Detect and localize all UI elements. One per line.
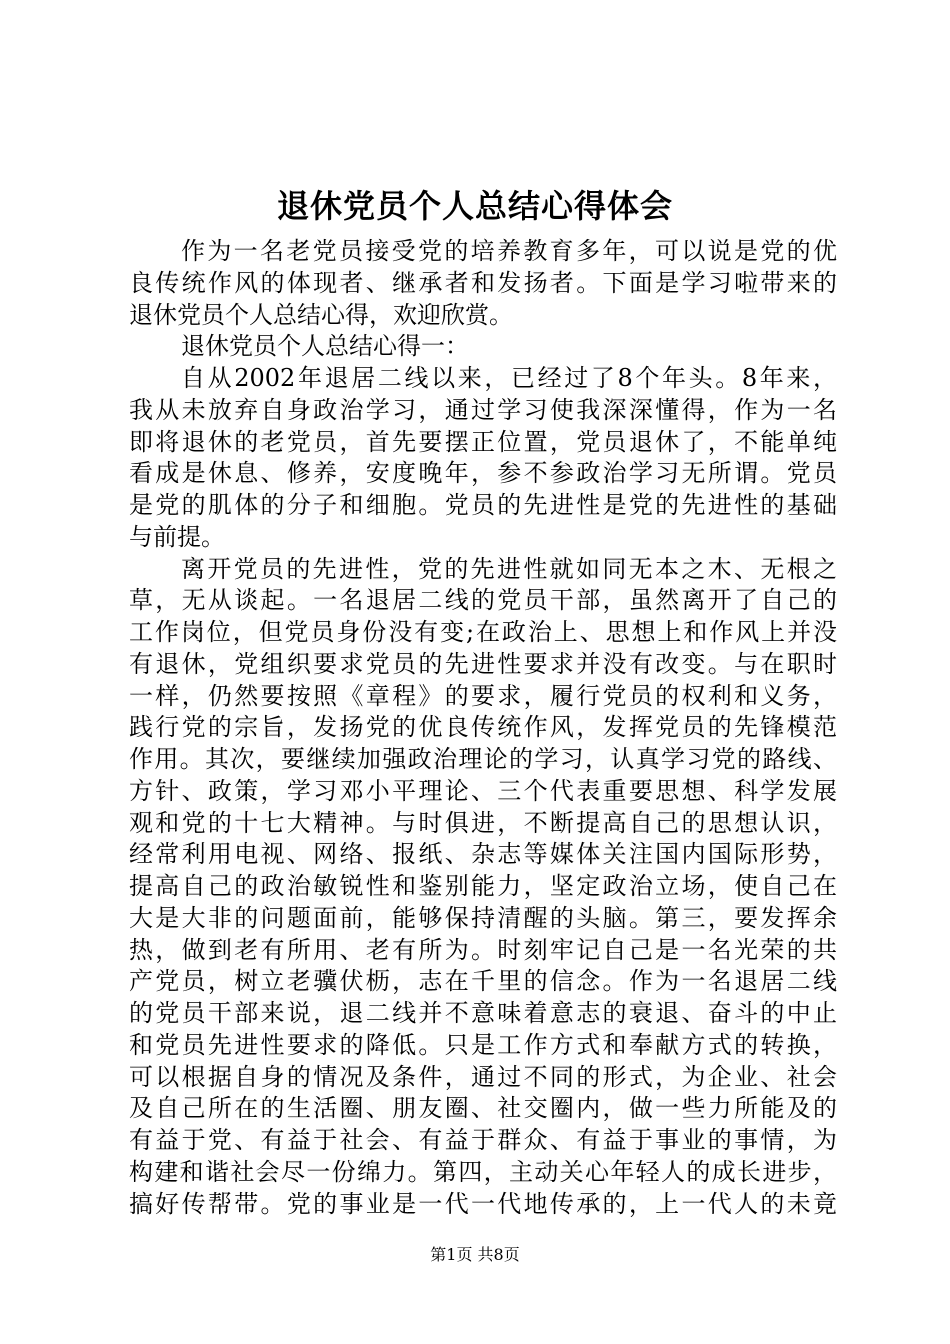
text-line: 经常利用电视、网络、报纸、杂志等媒体关注国内国际形势， [129, 840, 837, 869]
text-line: 即将退休的老党员，首先要摆正位置，党员退休了，不能单纯 [129, 427, 837, 456]
text-line: 退休党员个人总结心得，欢迎欣赏。 [129, 300, 513, 329]
text-line: 方针、政策，学习邓小平理论、三个代表重要思想、科学发展 [129, 776, 837, 805]
text-line: 观和党的十七大精神。与时俱进，不断提高自己的思想认识， [129, 808, 837, 837]
text-line: 践行党的宗旨，发扬党的优良传统作风，发挥党员的先锋模范 [129, 713, 837, 742]
text-line: 产党员，树立老骥伏枥，志在千里的信念。作为一名退居二线 [129, 967, 837, 996]
text-line: 热，做到老有所用、老有所为。时刻牢记自己是一名光荣的共 [129, 935, 837, 964]
text-line: 与前提。 [129, 522, 225, 551]
text-line: 草，无从谈起。一名退居二线的党员干部，虽然离开了自己的 [129, 586, 837, 615]
text-line: 良传统作风的体现者、继承者和发扬者。下面是学习啦带来的 [129, 268, 837, 297]
document-title: 退休党员个人总结心得体会 [276, 187, 673, 225]
text-line: 一样，仍然要按照《章程》的要求，履行党员的权利和义务， [129, 681, 837, 710]
text-line: 的党员干部来说，退二线并不意味着意志的衰退、奋斗的中止 [129, 999, 837, 1027]
text-line: 及自己所在的生活圈、朋友圈、社交圈内，做一些力所能及的 [129, 1094, 837, 1123]
text-line: 自从2002年退居二线以来，已经过了8个年头。8年来， [181, 364, 837, 392]
text-line: 搞好传帮带。党的事业是一代一代地传承的，上一代人的未竟 [129, 1189, 837, 1218]
text-line: 有退休，党组织要求党员的先进性要求并没有改变。与在职时 [129, 649, 837, 678]
text-line: 是党的肌体的分子和细胞。党员的先进性是党的先进性的基础 [129, 491, 837, 519]
text-line: 有益于党、有益于社会、有益于群众、有益于事业的事情，为 [129, 1126, 837, 1154]
text-line: 作为一名老党员接受党的培养教育多年，可以说是党的优 [181, 237, 837, 265]
text-line: 我从未放弃自身政治学习，通过学习使我深深懂得，作为一名 [129, 395, 837, 424]
text-line: 构建和谐社会尽一份绵力。第四，主动关心年轻人的成长进步， [129, 1157, 837, 1186]
page-footer: 第1页 共8页 [430, 1245, 520, 1264]
text-line: 大是大非的问题面前，能够保持清醒的头脑。第三，要发挥余 [129, 903, 837, 932]
text-line: 和党员先进性要求的降低。只是工作方式和奉献方式的转换， [129, 1030, 837, 1059]
text-line: 提高自己的政治敏锐性和鉴别能力，坚定政治立场，使自己在 [129, 872, 837, 900]
text-line: 作用。其次，要继续加强政治理论的学习，认真学习党的路线、 [129, 745, 837, 773]
section-heading: 退休党员个人总结心得一： [181, 332, 469, 361]
document-body [129, 236, 837, 1220]
text-line: 离开党员的先进性，党的先进性就如同无本之木、无根之 [181, 554, 837, 583]
text-line: 工作岗位，但党员身份没有变;在政治上、思想上和作风上并没 [129, 618, 837, 646]
text-line: 看成是休息、修养，安度晚年，参不参政治学习无所谓。党员 [129, 459, 837, 488]
text-line: 可以根据自身的情况及条件，通过不同的形式，为企业、社会 [129, 1062, 837, 1091]
